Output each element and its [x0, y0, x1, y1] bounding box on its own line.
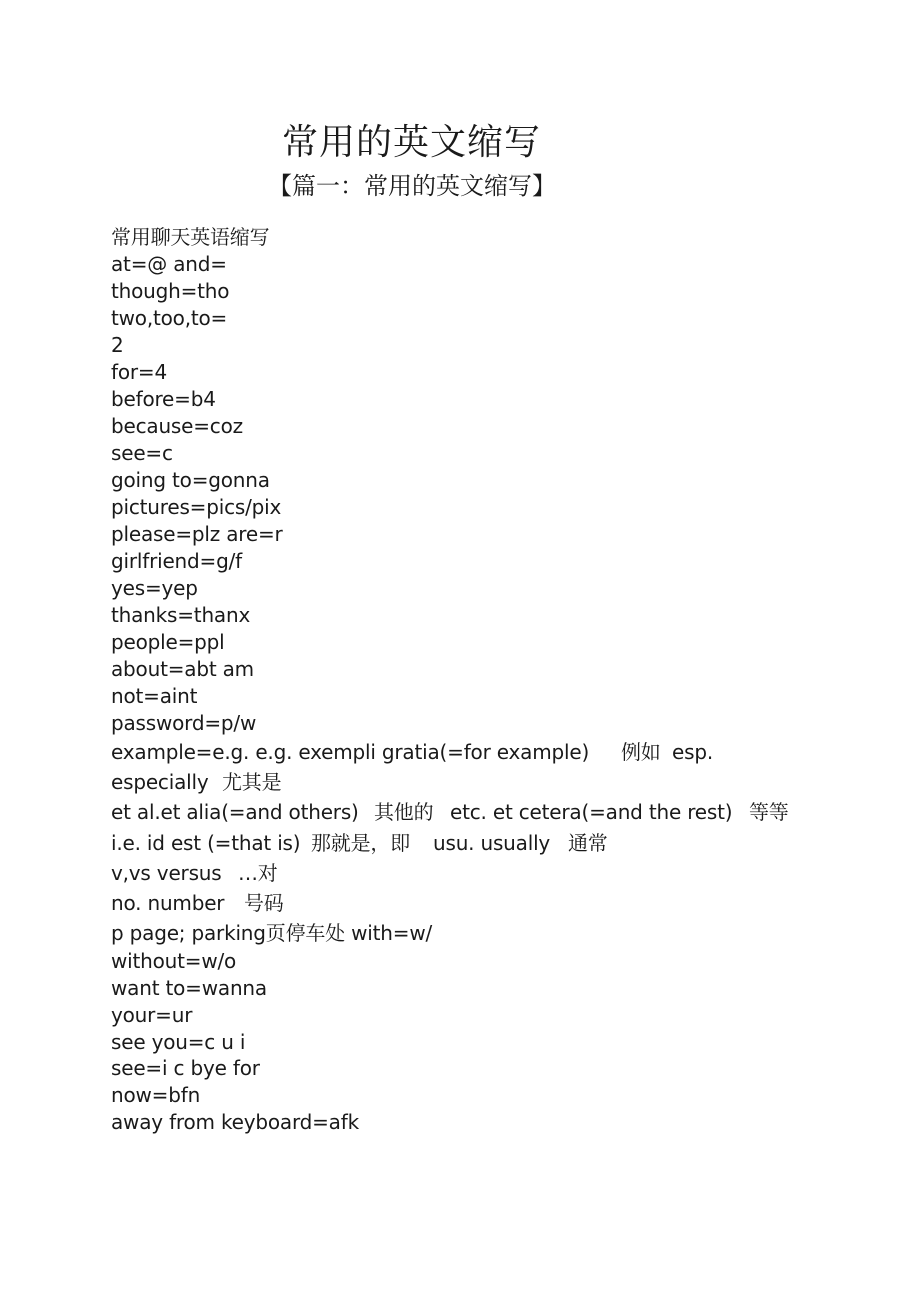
glossary-meaning: 那就是，即: [311, 831, 410, 855]
list-item: please=plz are=r: [111, 522, 283, 546]
glossary-meaning: 等等: [749, 800, 789, 824]
glossary-term: etc. et cetera(=and the rest): [450, 800, 733, 824]
glossary-row: [111, 769, 811, 796]
list-item: p page; parking页停车处 with=w/: [111, 921, 433, 945]
glossary-term: esp.: [672, 740, 713, 764]
list-item: girlfriend=g/f: [111, 549, 242, 573]
glossary-row: [111, 890, 811, 917]
glossary-term: no. number: [111, 891, 225, 915]
list-item: because=coz: [111, 414, 243, 438]
glossary-row: [111, 860, 811, 887]
glossary-meaning: 其他的: [374, 800, 434, 824]
glossary-meaning: 例如: [621, 740, 661, 764]
glossary-meaning: …对: [238, 861, 278, 885]
list-item: away from keyboard=afk: [111, 1110, 359, 1134]
list-item: see=i c bye for: [111, 1056, 260, 1080]
list-item: see you=c u i: [111, 1030, 246, 1054]
section-heading: 【篇一：常用的英文缩写】: [268, 172, 556, 200]
list-item: password=p/w: [111, 711, 257, 735]
list-item: two,too,to=: [111, 306, 228, 330]
glossary-meaning: 号码: [244, 891, 284, 915]
list-item: pictures=pics/pix: [111, 495, 282, 519]
glossary-term: usu. usually: [433, 831, 551, 855]
glossary-term: i.e. id est (=that is): [111, 831, 301, 855]
list-item: though=tho: [111, 279, 230, 303]
glossary-row: [111, 739, 811, 766]
list-item: before=b4: [111, 387, 216, 411]
list-item: going to=gonna: [111, 468, 270, 492]
glossary-term: especially: [111, 770, 209, 794]
list-item: not=aint: [111, 684, 198, 708]
list-item: without=w/o: [111, 949, 237, 973]
document-title: 常用的英文缩写: [282, 122, 542, 163]
glossary-row: [111, 830, 811, 857]
glossary-term: v,vs versus: [111, 861, 222, 885]
list-item: your=ur: [111, 1003, 193, 1027]
list-item: about=abt am: [111, 657, 254, 681]
glossary-term: et al.et alia(=and others): [111, 800, 359, 824]
list-item: now=bfn: [111, 1083, 201, 1107]
list-item: for=4: [111, 360, 167, 384]
list-item: at=@ and=: [111, 252, 227, 276]
list-item: want to=wanna: [111, 976, 267, 1000]
list-item: yes=yep: [111, 576, 198, 600]
list-heading: 常用聊天英语缩写: [111, 225, 270, 249]
glossary-term: example=e.g. e.g. exempli gratia(=for example): [111, 740, 590, 764]
list-item: 2: [111, 333, 124, 357]
glossary-meaning: 尤其是: [222, 770, 282, 794]
list-item: people=ppl: [111, 630, 225, 654]
list-item: see=c: [111, 441, 173, 465]
glossary-meaning: 通常: [568, 831, 608, 855]
list-item: thanks=thanx: [111, 603, 251, 627]
glossary-row: [111, 799, 811, 826]
